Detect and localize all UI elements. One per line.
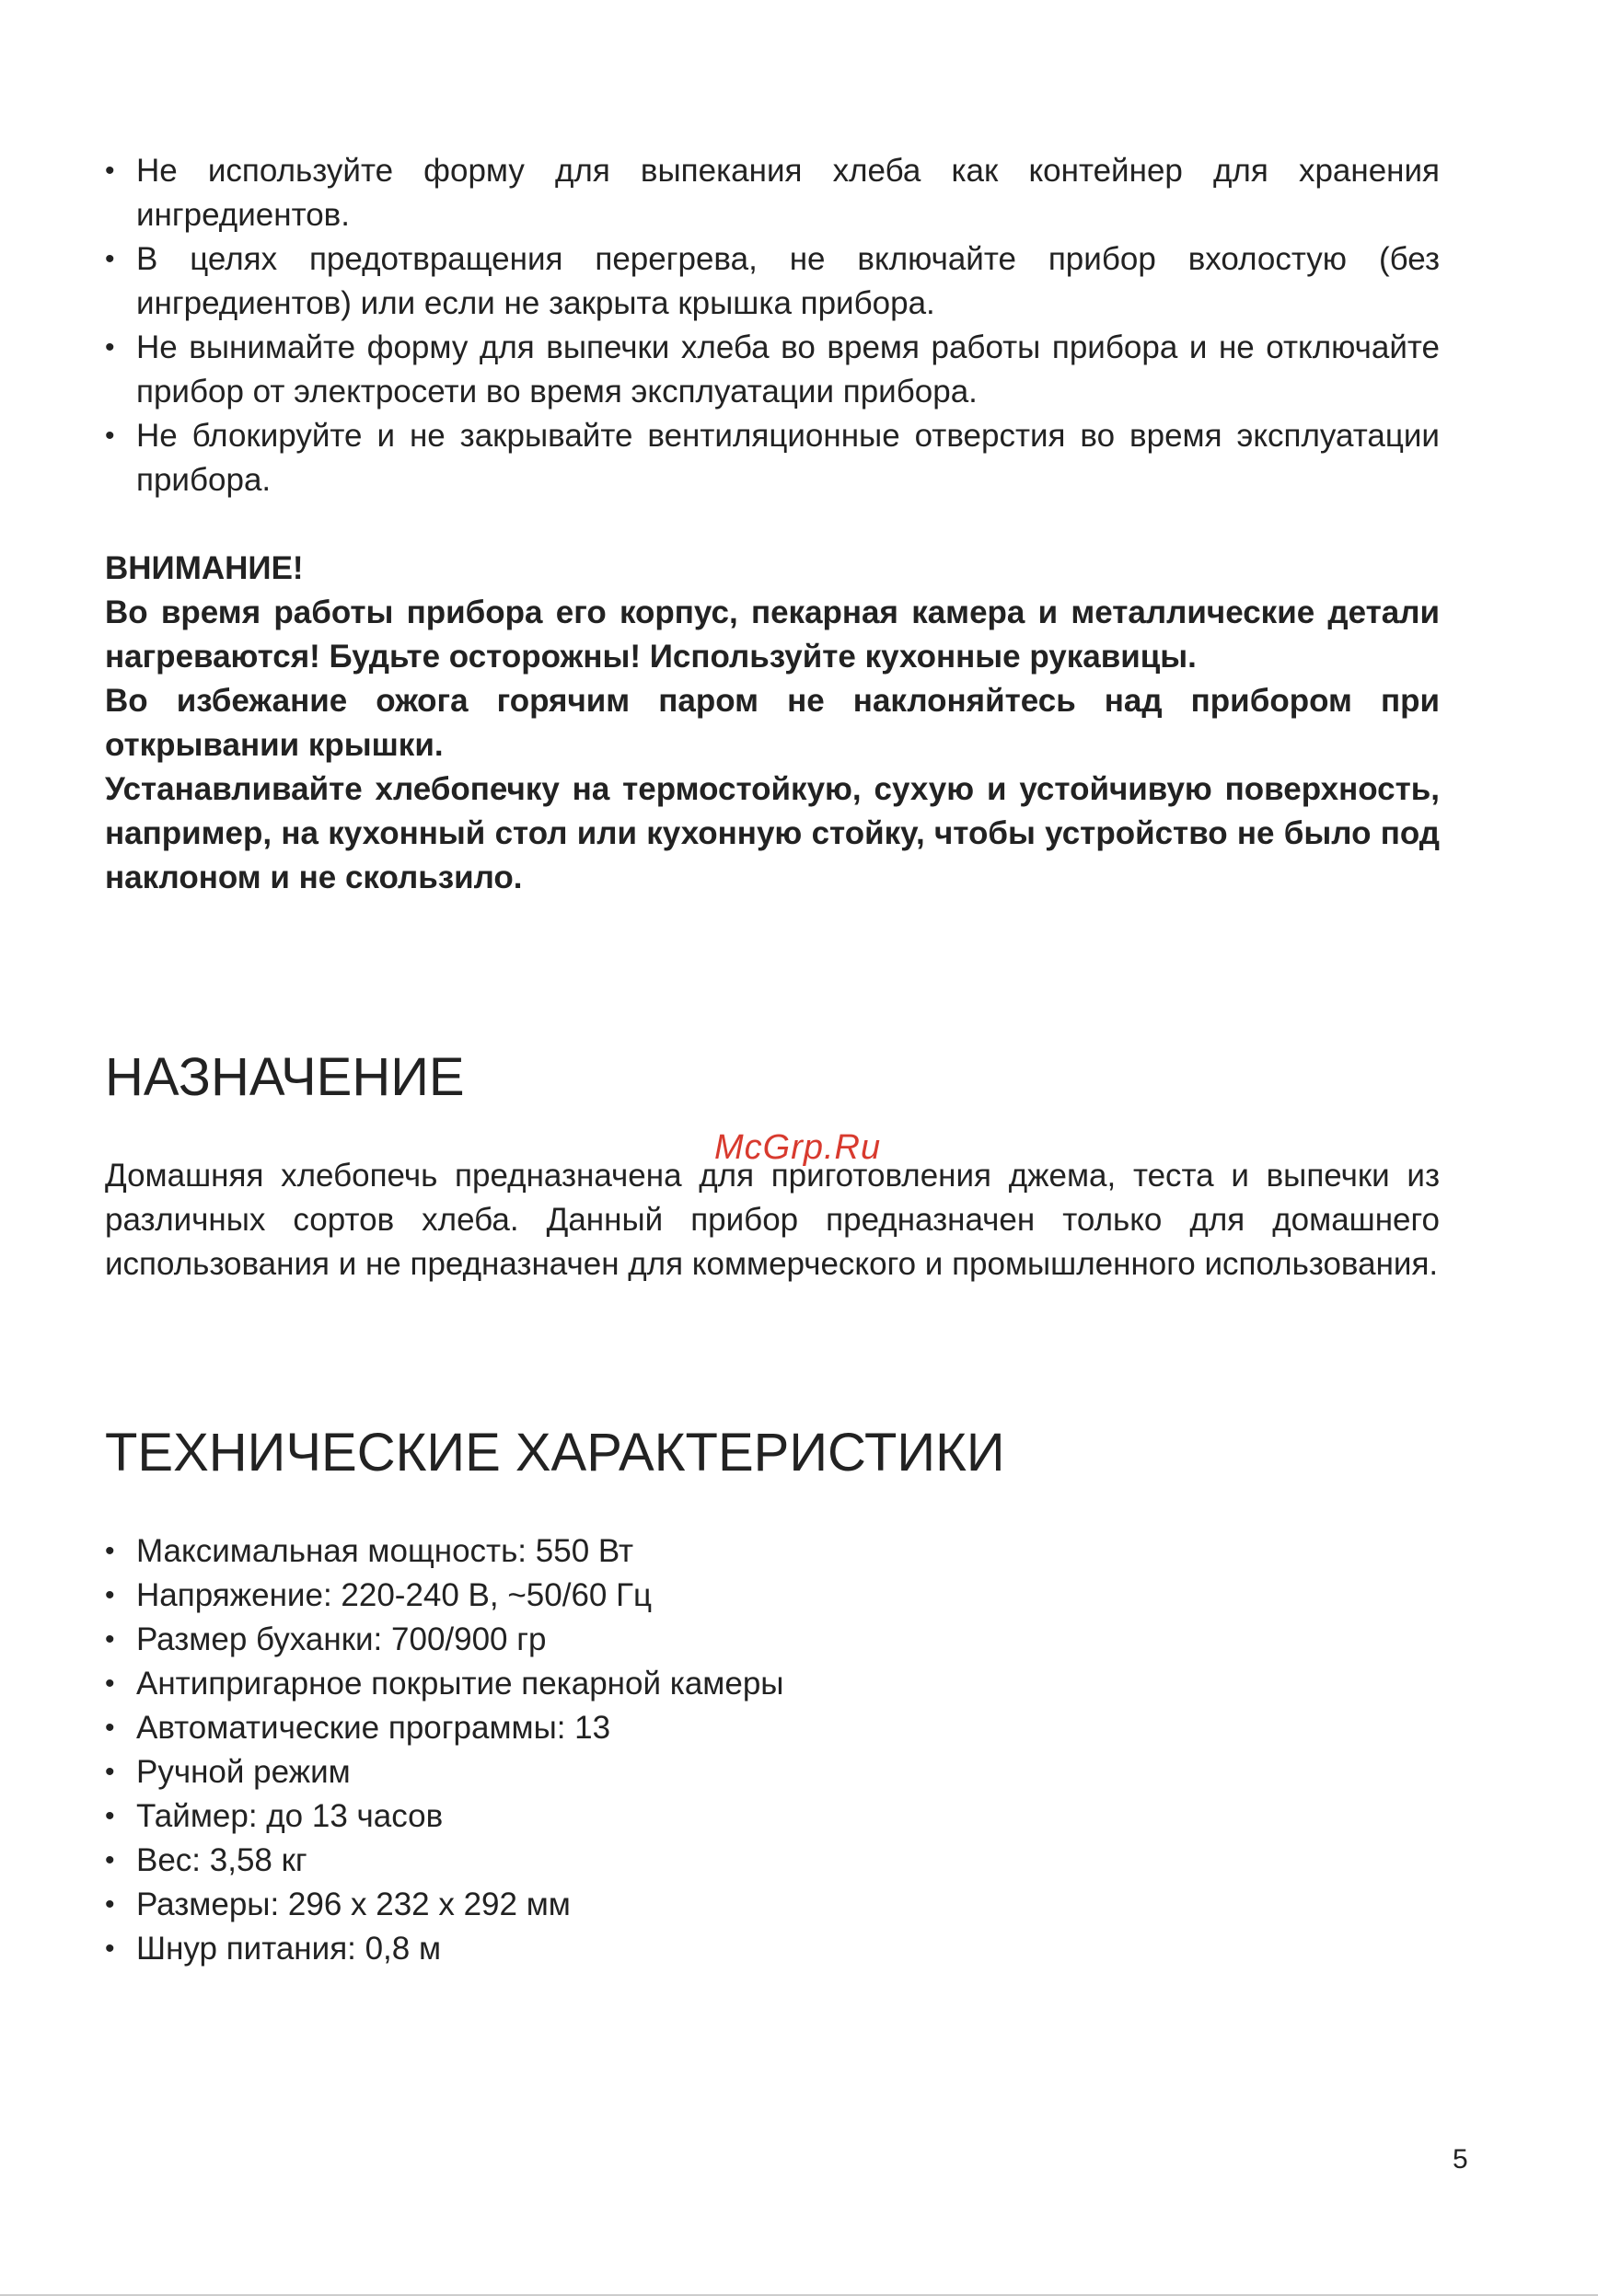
list-item: • Антипригарное покрытие пекарной камеры (105, 1662, 1440, 1706)
list-item: • Шнур питания: 0,8 м (105, 1927, 1440, 1971)
list-item: • Ручной режим (105, 1750, 1440, 1794)
list-item: • Напряжение: 220-240 В, ~50/60 Гц (105, 1574, 1440, 1618)
list-item: • Автоматические программы: 13 (105, 1706, 1440, 1750)
page-content (105, 149, 1440, 1971)
purpose-text: Домашняя хлебопечь предназначена для приготовления джема, теста и выпечки из различных сортов хлеба. Данный прибор предназначен только для домашнего использования и не предназначен для коммерческого и промышленного использования. (105, 1158, 1440, 1282)
list-item: • Размеры: 296 х 232 х 292 мм (105, 1883, 1440, 1927)
list-item: • Вес: 3,58 кг (105, 1839, 1440, 1883)
page-number: 5 (1453, 2144, 1468, 2175)
list-item: • Максимальная мощность: 550 Вт (105, 1529, 1440, 1574)
list-item: • В целях предотвращения перегрева, не включайте прибор вхолостую (без ингредиентов) или если не закрыта крышка прибора. (105, 237, 1440, 326)
list-item: • Таймер: до 13 часов (105, 1794, 1440, 1839)
watermark: McGrp.Ru (714, 1128, 882, 1167)
list-item: • Размер буханки: 700/900 гр (105, 1618, 1440, 1662)
warning-paragraph: Во избежание ожога горячим паром не наклоняйтесь над прибором при открывании крышки. (105, 683, 1440, 763)
purpose-title: НАЗНАЧЕНИЕ (105, 1047, 465, 1107)
safety-bullet-list (105, 149, 1440, 502)
specs-title: ТЕХНИЧЕСКИЕ ХАРАКТЕРИСТИКИ (105, 1423, 1005, 1483)
warning-heading: ВНИМАНИЕ! (105, 550, 304, 586)
specs-list (105, 1529, 1440, 1971)
list-item: • Не блокируйте и не закрывайте вентиляционные отверстия во время эксплуатации прибора. (105, 414, 1440, 502)
list-item: • Не вынимайте форму для выпечки хлеба во время работы прибора и не отключайте прибор от электросети во время эксплуатации прибора. (105, 326, 1440, 414)
warning-paragraph: Устанавливайте хлебопечку на термостойкую, сухую и устойчивую поверхность, например, на кухонный стол или кухонную стойку, чтобы устройство не было под наклоном и не скользило. (105, 771, 1440, 895)
list-item: • Не используйте форму для выпекания хлеба как контейнер для хранения ингредиентов. (105, 149, 1440, 237)
warning-block (105, 547, 1440, 900)
warning-paragraph: Во время работы прибора его корпус, пекарная камера и металлические детали нагреваются! Будьте осторожны! Используйте кухонные рукавицы. (105, 594, 1440, 675)
